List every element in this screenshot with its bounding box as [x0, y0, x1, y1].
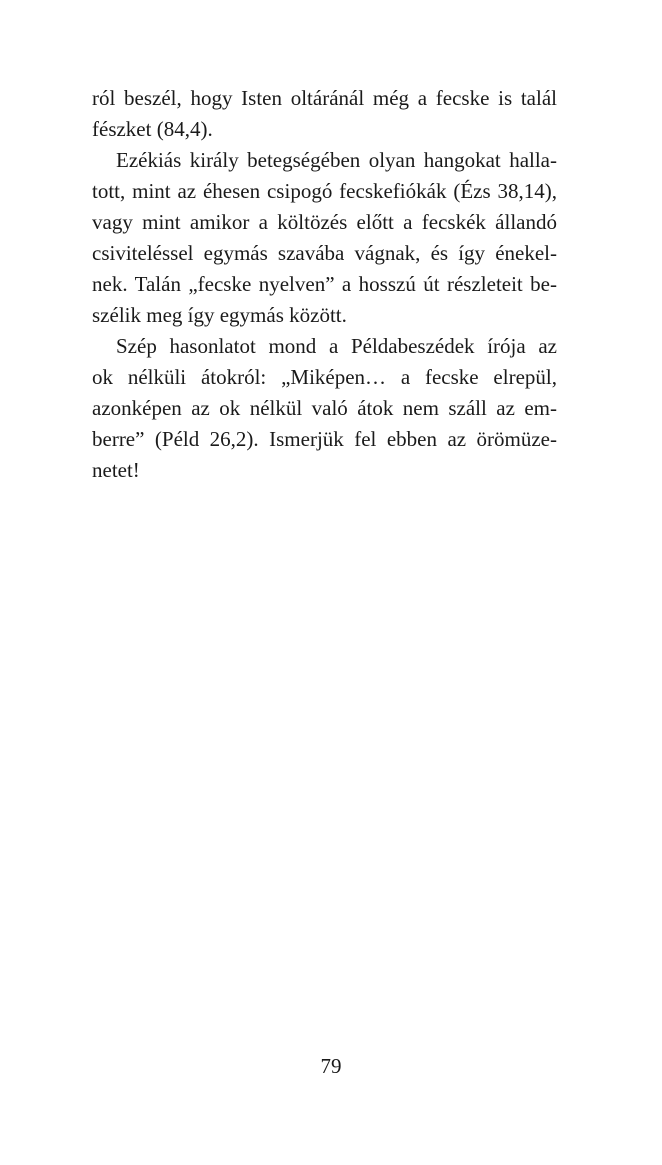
text-line: fészket (84,4).	[92, 117, 213, 141]
text-line: ról beszél, hogy Isten oltáránál még a fecske is talál	[92, 86, 557, 110]
text-line: ok nélküli átokról: „Miképen… a fecske elrepül,	[92, 365, 557, 389]
text-line: berre” (Péld 26,2). Ismerjük fel ebben az örömüze-	[92, 427, 557, 451]
text-line: csiviteléssel egymás szavába vágnak, és így énekel-	[92, 241, 557, 265]
text-line: Ezékiás király betegségében olyan hangokat halla-	[116, 148, 557, 172]
text-line: netet!	[92, 458, 140, 482]
paragraph	[92, 83, 557, 145]
text-line: tott, mint az éhesen csipogó fecskefiókák (Ézs 38,14),	[92, 179, 557, 203]
body-text	[92, 83, 557, 486]
paragraph	[92, 145, 557, 331]
text-line: szélik meg így egymás között.	[92, 303, 347, 327]
text-line: azonképen az ok nélkül való átok nem száll az em-	[92, 396, 557, 420]
page-number: 79	[320, 1054, 342, 1078]
text-line: Szép hasonlatot mond a Példabeszédek írója az	[116, 334, 557, 358]
text-line: nek. Talán „fecske nyelven” a hosszú út részleteit be-	[92, 272, 557, 296]
text-line: vagy mint amikor a költözés előtt a fecskék állandó	[92, 210, 557, 234]
paragraph	[92, 331, 557, 486]
